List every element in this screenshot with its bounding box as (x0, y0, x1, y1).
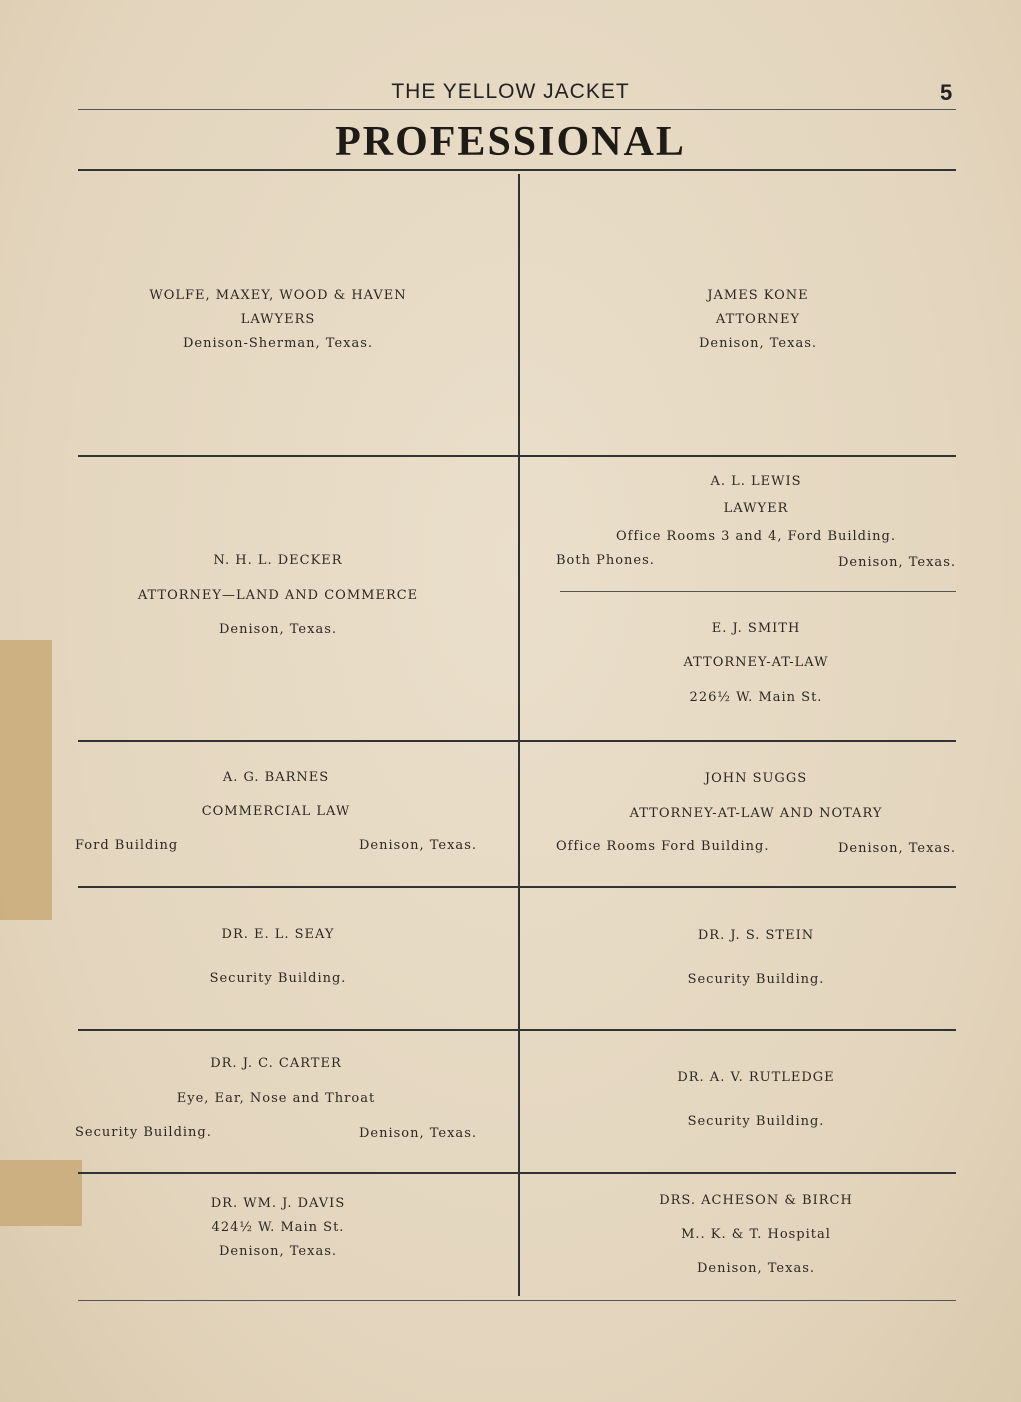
tape-stain (0, 640, 52, 920)
card-title: ATTORNEY (715, 312, 801, 327)
card-title: LAWYERS (240, 312, 316, 327)
card-smith (556, 621, 956, 711)
card-decker (78, 553, 478, 643)
card-address: Office Rooms Ford Building. (556, 839, 770, 854)
card-title: COMMERCIAL LAW (201, 804, 351, 819)
card-lewis (556, 474, 956, 574)
sub-rule (560, 591, 956, 592)
card-phones: Both Phones. (556, 553, 655, 568)
card-title: ATTORNEY—LAND AND COMMERCE (137, 588, 419, 603)
card-address: 424½ W. Main St. (211, 1220, 345, 1235)
card-seay (78, 927, 478, 997)
grid-rule (78, 1172, 956, 1174)
card-name: DR. E. L. SEAY (221, 927, 335, 942)
card-kone (558, 288, 958, 358)
card-name: DR. J. S. STEIN (697, 928, 815, 943)
card-address: Office Rooms 3 and 4, Ford Building. (616, 529, 896, 544)
grid-rule (78, 1029, 956, 1031)
card-address: Security Building. (687, 1114, 825, 1129)
section-title: PROFESSIONAL (335, 119, 686, 165)
card-name: A. L. LEWIS (710, 474, 802, 489)
card-stein (556, 928, 956, 998)
card-acheson (556, 1193, 956, 1283)
card-name: DR. J. C. CARTER (210, 1056, 342, 1071)
running-title: THE YELLOW JACKET (391, 80, 630, 103)
tape-stain (0, 1160, 82, 1226)
card-address: Security Building. (209, 971, 347, 986)
card-davis (78, 1196, 478, 1266)
card-location: Denison, Texas. (698, 336, 818, 351)
card-name: N. H. L. DECKER (213, 553, 343, 568)
card-location: Denison, Texas. (218, 1244, 338, 1259)
card-title: ATTORNEY-AT-LAW (683, 655, 829, 670)
page-number: 5 (940, 80, 953, 105)
card-location: Denison, Texas. (358, 1126, 477, 1141)
card-carter (75, 1056, 477, 1151)
header-rule (78, 109, 956, 110)
card-address: Security Building. (75, 1125, 212, 1140)
card-title: LAWYER (723, 501, 789, 516)
column-divider (518, 174, 520, 1296)
card-barnes (75, 770, 477, 860)
card-name: E. J. SMITH (711, 621, 801, 636)
card-name: JAMES KONE (707, 288, 809, 303)
card-location: Denison, Texas. (837, 841, 956, 856)
card-location: Denison-Sherman, Texas. (182, 336, 374, 351)
grid-rule (78, 169, 956, 171)
card-address: Security Building. (687, 972, 825, 987)
grid-rule (78, 886, 956, 888)
card-location: Denison, Texas. (218, 622, 338, 637)
card-name: A. G. BARNES (222, 770, 330, 785)
grid-rule (78, 455, 956, 457)
card-title: ATTORNEY-AT-LAW AND NOTARY (629, 806, 883, 821)
card-address: Ford Building (75, 838, 179, 853)
grid-rule (78, 740, 956, 742)
card-location: Denison, Texas. (837, 555, 956, 570)
card-address: M.. K. & T. Hospital (681, 1227, 831, 1242)
card-name: JOHN SUGGS (704, 771, 808, 786)
card-specialty: Eye, Ear, Nose and Throat (176, 1091, 376, 1106)
card-address: 226½ W. Main St. (689, 690, 823, 705)
grid-rule (78, 1300, 956, 1301)
card-name: DRS. ACHESON & BIRCH (659, 1193, 853, 1208)
card-name: DR. WM. J. DAVIS (210, 1196, 346, 1211)
card-suggs (556, 771, 956, 861)
card-location: Denison, Texas. (358, 838, 477, 853)
card-wolfe (78, 288, 478, 358)
card-rutledge (556, 1070, 956, 1140)
card-name: DR. A. V. RUTLEDGE (677, 1070, 835, 1085)
card-location: Denison, Texas. (696, 1261, 816, 1276)
card-name: WOLFE, MAXEY, WOOD & HAVEN (149, 288, 407, 303)
